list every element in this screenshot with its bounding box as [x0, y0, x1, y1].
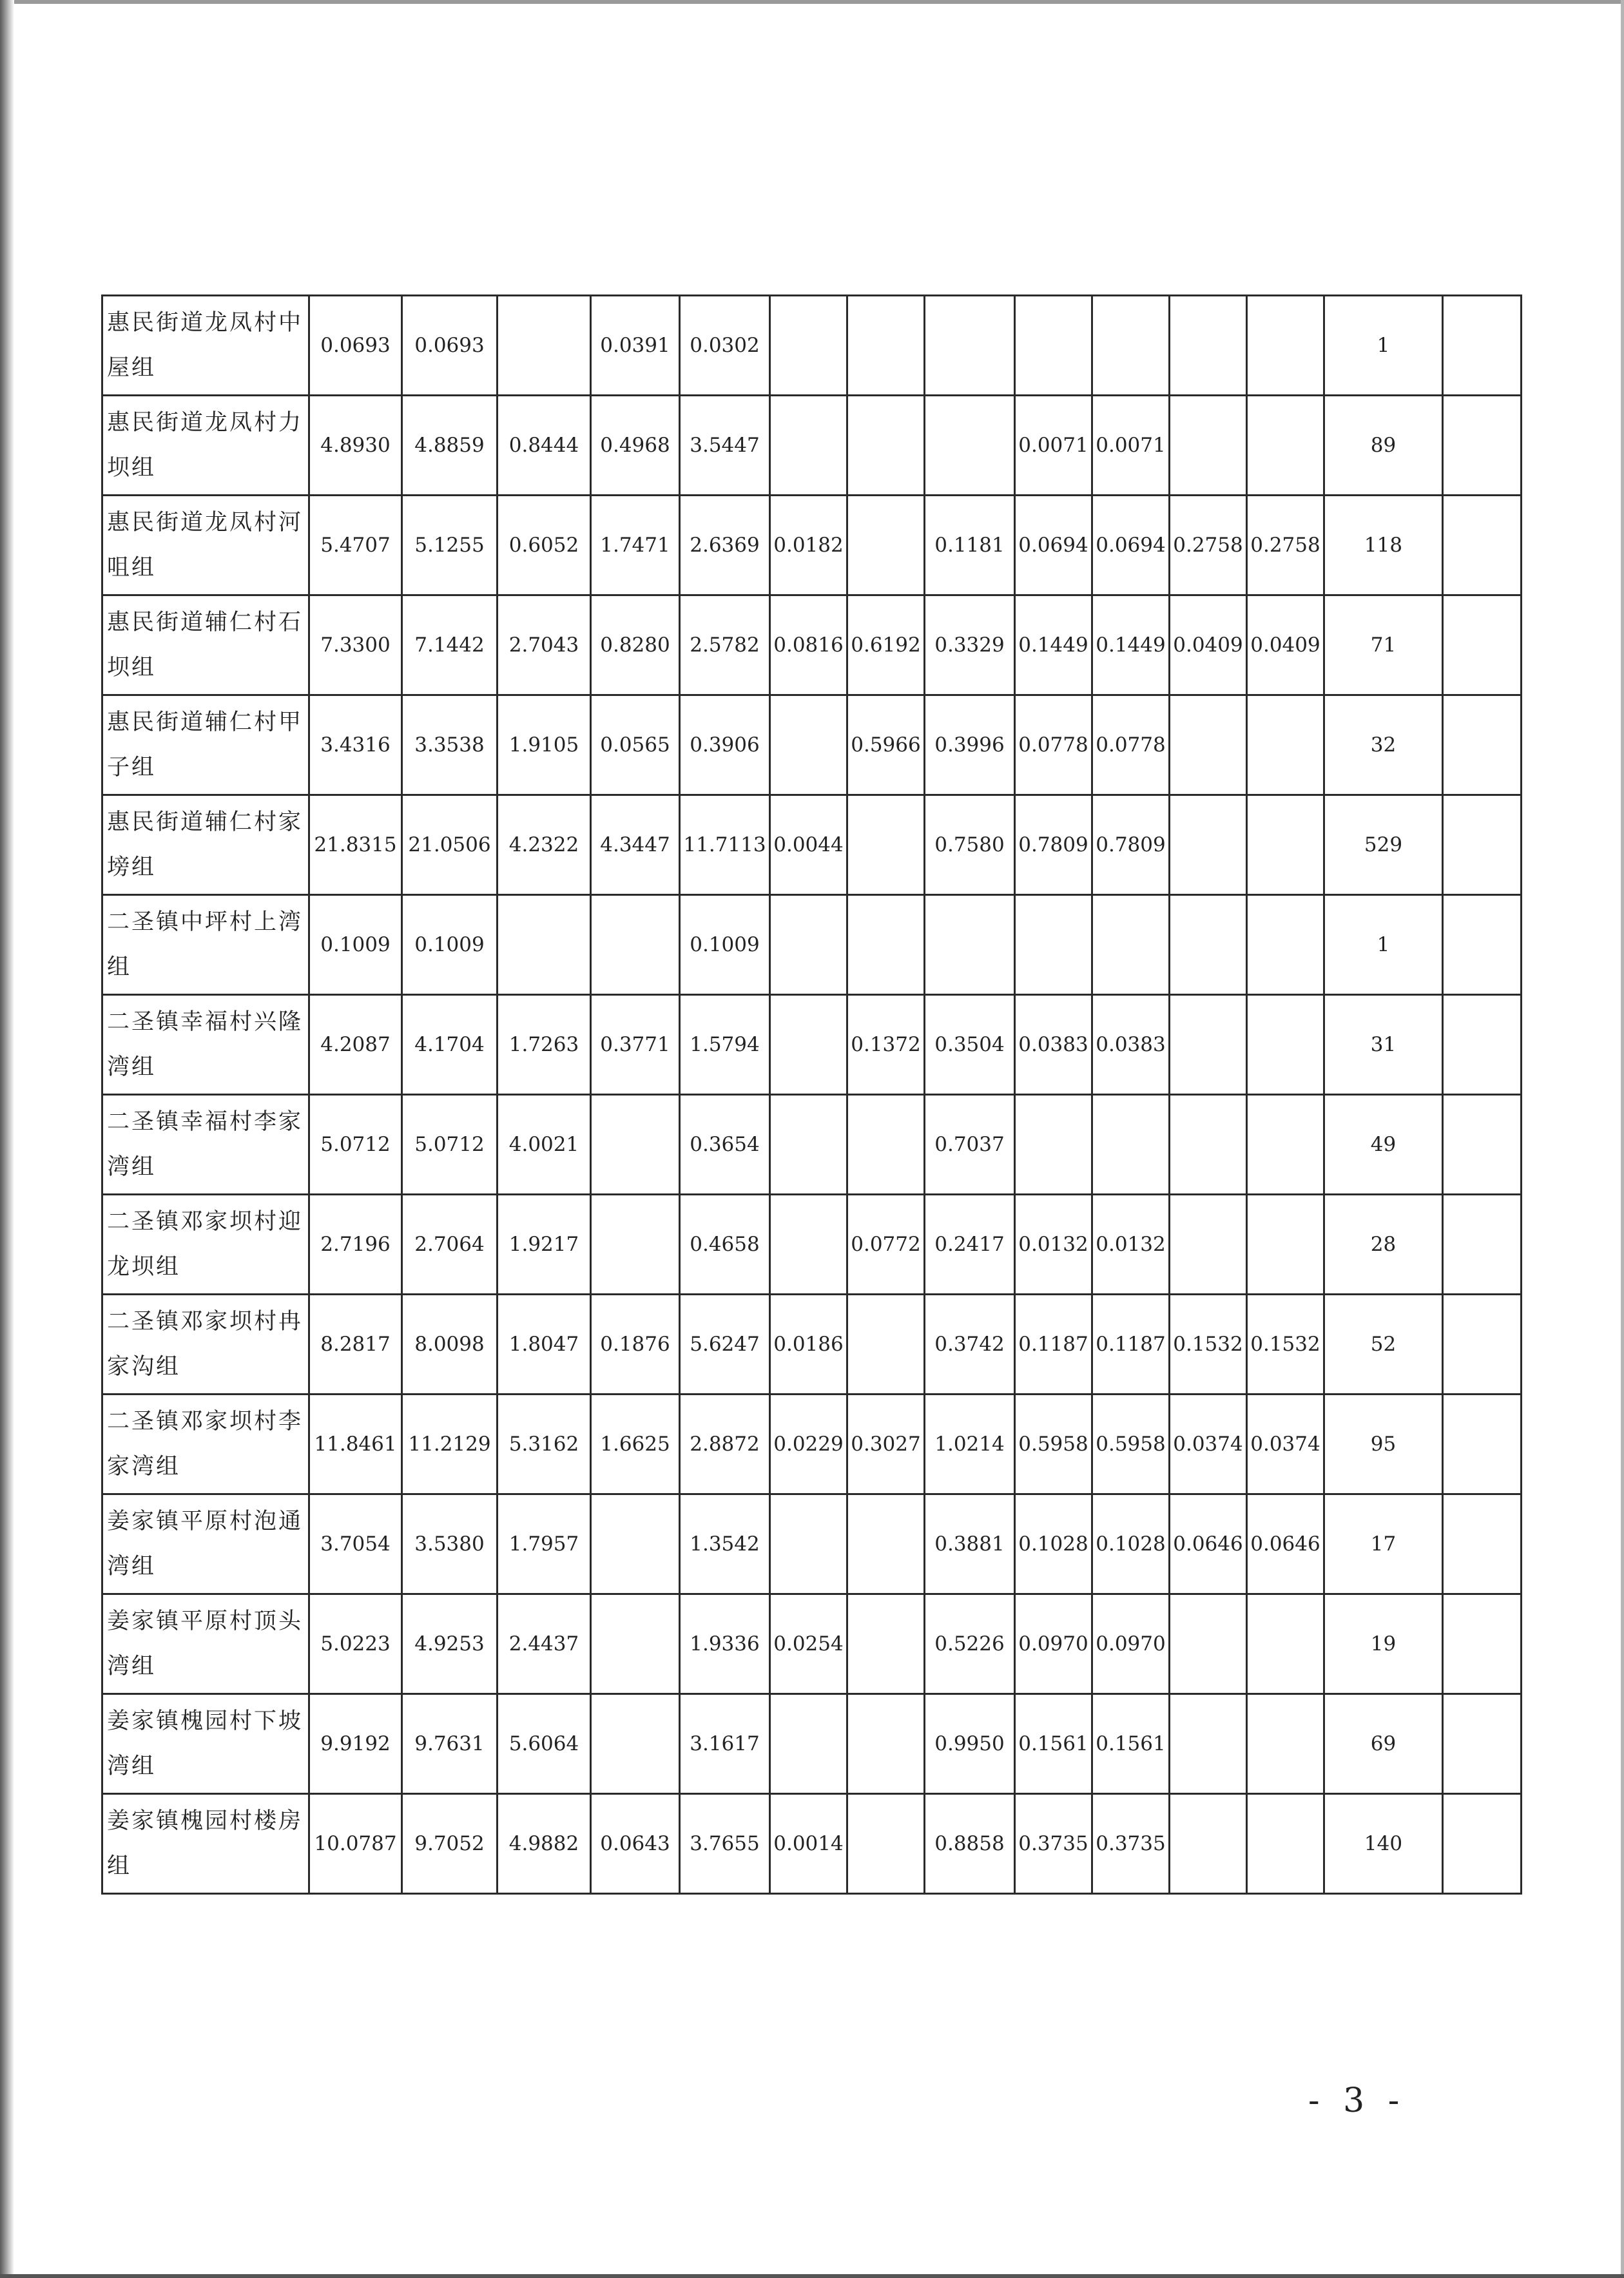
value-cell [1443, 895, 1522, 995]
value-cell [498, 895, 591, 995]
value-cell [770, 1195, 847, 1295]
value-cell: 4.8930 [309, 396, 402, 496]
value-cell: 0.0391 [591, 296, 680, 396]
value-cell [1015, 895, 1092, 995]
value-cell: 1.6625 [591, 1395, 680, 1494]
value-cell: 0.4968 [591, 396, 680, 496]
count-cell: 52 [1324, 1295, 1443, 1395]
value-cell: 2.5782 [680, 595, 770, 695]
value-cell [847, 1095, 925, 1195]
value-cell: 0.0693 [402, 296, 498, 396]
value-cell: 0.7809 [1092, 795, 1170, 895]
value-cell [1015, 296, 1092, 396]
scan-edge-top [0, 0, 1624, 4]
value-cell: 2.7196 [309, 1195, 402, 1295]
value-cell: 2.7064 [402, 1195, 498, 1295]
value-cell [925, 296, 1015, 396]
scan-edge-right [1621, 0, 1624, 2278]
value-cell [498, 296, 591, 396]
count-cell: 140 [1324, 1794, 1443, 1894]
value-cell: 5.0712 [309, 1095, 402, 1195]
value-cell [1443, 1395, 1522, 1494]
value-cell [1443, 1195, 1522, 1295]
value-cell [1247, 995, 1324, 1095]
value-cell [847, 1694, 925, 1794]
value-cell: 0.8280 [591, 595, 680, 695]
value-cell: 0.1449 [1092, 595, 1170, 695]
value-cell: 5.3162 [498, 1395, 591, 1494]
value-cell: 0.0970 [1015, 1594, 1092, 1694]
value-cell: 0.0071 [1092, 396, 1170, 496]
value-cell: 0.1187 [1092, 1295, 1170, 1395]
value-cell: 0.0643 [591, 1794, 680, 1894]
value-cell [847, 1594, 925, 1694]
value-cell: 4.8859 [402, 396, 498, 496]
location-name-cell: 惠民街道龙凤村中屋组 [102, 296, 309, 396]
value-cell: 8.0098 [402, 1295, 498, 1395]
value-cell: 0.7809 [1015, 795, 1092, 895]
value-cell: 0.5966 [847, 695, 925, 795]
location-name-cell: 惠民街道龙凤村河咀组 [102, 496, 309, 595]
location-name-cell: 姜家镇平原村泡通湾组 [102, 1494, 309, 1594]
value-cell [1443, 595, 1522, 695]
value-cell: 0.0694 [1092, 496, 1170, 595]
table-row [102, 895, 1522, 995]
value-cell: 0.0694 [1015, 496, 1092, 595]
value-cell: 21.0506 [402, 795, 498, 895]
value-cell: 0.5958 [1092, 1395, 1170, 1494]
value-cell: 0.1187 [1015, 1295, 1092, 1395]
table-row [102, 1095, 1522, 1195]
value-cell [1247, 1794, 1324, 1894]
value-cell [770, 1694, 847, 1794]
value-cell: 0.9950 [925, 1694, 1015, 1794]
value-cell: 11.7113 [680, 795, 770, 895]
value-cell [1443, 1794, 1522, 1894]
value-cell: 3.3538 [402, 695, 498, 795]
value-cell: 11.2129 [402, 1395, 498, 1494]
value-cell [591, 1594, 680, 1694]
value-cell: 0.0778 [1092, 695, 1170, 795]
value-cell [847, 296, 925, 396]
value-cell [1247, 895, 1324, 995]
value-cell: 3.1617 [680, 1694, 770, 1794]
value-cell [1443, 1095, 1522, 1195]
value-cell [1443, 296, 1522, 396]
value-cell [1247, 296, 1324, 396]
value-cell [1247, 795, 1324, 895]
value-cell: 1.9217 [498, 1195, 591, 1295]
count-cell: 69 [1324, 1694, 1443, 1794]
value-cell: 0.0132 [1092, 1195, 1170, 1295]
value-cell [770, 396, 847, 496]
location-name-cell: 二圣镇邓家坝村李家湾组 [102, 1395, 309, 1494]
value-cell: 0.1028 [1015, 1494, 1092, 1594]
page-number: - 3 - [1308, 2081, 1406, 2120]
value-cell: 1.5794 [680, 995, 770, 1095]
value-cell [1170, 296, 1247, 396]
value-cell: 0.0186 [770, 1295, 847, 1395]
value-cell [1170, 1694, 1247, 1794]
value-cell: 3.7655 [680, 1794, 770, 1894]
value-cell: 0.5958 [1015, 1395, 1092, 1494]
value-cell: 0.0014 [770, 1794, 847, 1894]
value-cell [591, 1694, 680, 1794]
value-cell: 0.0646 [1247, 1494, 1324, 1594]
value-cell: 10.0787 [309, 1794, 402, 1894]
value-cell [1247, 1095, 1324, 1195]
value-cell [1170, 396, 1247, 496]
value-cell: 0.1449 [1015, 595, 1092, 695]
value-cell: 0.3504 [925, 995, 1015, 1095]
value-cell [1443, 1494, 1522, 1594]
value-cell: 0.0182 [770, 496, 847, 595]
value-cell: 0.3771 [591, 995, 680, 1095]
value-cell: 0.3654 [680, 1095, 770, 1195]
value-cell: 5.4707 [309, 496, 402, 595]
value-cell: 0.0646 [1170, 1494, 1247, 1594]
table-row [102, 1395, 1522, 1494]
location-name-cell: 二圣镇邓家坝村冉家沟组 [102, 1295, 309, 1395]
location-name-cell: 惠民街道辅仁村甲子组 [102, 695, 309, 795]
value-cell [1247, 1694, 1324, 1794]
value-cell: 0.8858 [925, 1794, 1015, 1894]
count-cell: 118 [1324, 496, 1443, 595]
value-cell: 0.1876 [591, 1295, 680, 1395]
location-name-cell: 惠民街道辅仁村石坝组 [102, 595, 309, 695]
location-name-cell: 姜家镇槐园村下坡湾组 [102, 1694, 309, 1794]
value-cell [847, 396, 925, 496]
value-cell: 0.2758 [1247, 496, 1324, 595]
value-cell [591, 895, 680, 995]
location-name-cell: 惠民街道龙凤村力坝组 [102, 396, 309, 496]
value-cell [847, 496, 925, 595]
value-cell: 4.1704 [402, 995, 498, 1095]
value-cell: 1.9105 [498, 695, 591, 795]
value-cell [591, 1095, 680, 1195]
value-cell: 4.3447 [591, 795, 680, 895]
value-cell: 0.1181 [925, 496, 1015, 595]
value-cell: 0.1532 [1247, 1295, 1324, 1395]
table-body [102, 296, 1522, 1894]
value-cell: 4.2322 [498, 795, 591, 895]
value-cell: 0.4658 [680, 1195, 770, 1295]
location-name-cell: 二圣镇邓家坝村迎龙坝组 [102, 1195, 309, 1295]
value-cell [1443, 695, 1522, 795]
location-name-cell: 姜家镇槐园村楼房组 [102, 1794, 309, 1894]
value-cell [770, 296, 847, 396]
value-cell: 0.0816 [770, 595, 847, 695]
table-row [102, 1195, 1522, 1295]
value-cell: 5.0223 [309, 1594, 402, 1694]
value-cell: 4.9882 [498, 1794, 591, 1894]
location-name-cell: 二圣镇幸福村兴隆湾组 [102, 995, 309, 1095]
count-cell: 95 [1324, 1395, 1443, 1494]
value-cell: 5.0712 [402, 1095, 498, 1195]
value-cell [1247, 1594, 1324, 1694]
scan-edge-bottom [0, 2274, 1624, 2278]
value-cell: 1.7263 [498, 995, 591, 1095]
value-cell: 9.7631 [402, 1694, 498, 1794]
value-cell: 0.0374 [1247, 1395, 1324, 1494]
value-cell [591, 1494, 680, 1594]
value-cell: 0.0302 [680, 296, 770, 396]
value-cell: 0.7580 [925, 795, 1015, 895]
value-cell: 0.0409 [1170, 595, 1247, 695]
value-cell: 7.1442 [402, 595, 498, 695]
count-cell: 31 [1324, 995, 1443, 1095]
value-cell: 9.7052 [402, 1794, 498, 1894]
table-row [102, 795, 1522, 895]
count-cell: 89 [1324, 396, 1443, 496]
value-cell [1170, 1095, 1247, 1195]
value-cell [770, 695, 847, 795]
value-cell: 0.0132 [1015, 1195, 1092, 1295]
count-cell: 71 [1324, 595, 1443, 695]
value-cell: 0.3996 [925, 695, 1015, 795]
value-cell: 0.0970 [1092, 1594, 1170, 1694]
value-cell: 0.2758 [1170, 496, 1247, 595]
value-cell [1247, 695, 1324, 795]
value-cell: 0.3881 [925, 1494, 1015, 1594]
value-cell [770, 995, 847, 1095]
value-cell: 3.4316 [309, 695, 402, 795]
value-cell [1443, 1694, 1522, 1794]
count-cell: 1 [1324, 895, 1443, 995]
value-cell: 0.0693 [309, 296, 402, 396]
value-cell [1170, 1594, 1247, 1694]
value-cell: 0.1028 [1092, 1494, 1170, 1594]
value-cell: 0.7037 [925, 1095, 1015, 1195]
value-cell [925, 895, 1015, 995]
count-cell: 28 [1324, 1195, 1443, 1295]
value-cell: 2.8872 [680, 1395, 770, 1494]
location-name-cell: 二圣镇中坪村上湾组 [102, 895, 309, 995]
value-cell: 9.9192 [309, 1694, 402, 1794]
value-cell: 0.1372 [847, 995, 925, 1095]
value-cell: 2.4437 [498, 1594, 591, 1694]
value-cell: 0.2417 [925, 1195, 1015, 1295]
value-cell [1443, 1594, 1522, 1694]
value-cell: 1.3542 [680, 1494, 770, 1594]
value-cell [1092, 296, 1170, 396]
location-name-cell: 惠民街道辅仁村家塝组 [102, 795, 309, 895]
value-cell [847, 1794, 925, 1894]
value-cell: 0.0071 [1015, 396, 1092, 496]
value-cell [1170, 1195, 1247, 1295]
value-cell: 8.2817 [309, 1295, 402, 1395]
value-cell: 0.1561 [1015, 1694, 1092, 1794]
value-cell: 0.0254 [770, 1594, 847, 1694]
value-cell: 11.8461 [309, 1395, 402, 1494]
value-cell: 4.9253 [402, 1594, 498, 1694]
value-cell [847, 895, 925, 995]
value-cell: 1.8047 [498, 1295, 591, 1395]
value-cell: 21.8315 [309, 795, 402, 895]
table-row [102, 1694, 1522, 1794]
value-cell: 2.7043 [498, 595, 591, 695]
value-cell: 0.3742 [925, 1295, 1015, 1395]
land-data-table [101, 294, 1522, 1895]
value-cell: 1.0214 [925, 1395, 1015, 1494]
count-cell: 19 [1324, 1594, 1443, 1694]
value-cell: 0.3027 [847, 1395, 925, 1494]
value-cell [1170, 1794, 1247, 1894]
count-cell: 49 [1324, 1095, 1443, 1195]
value-cell: 0.0383 [1092, 995, 1170, 1095]
value-cell: 0.1009 [309, 895, 402, 995]
table-row [102, 695, 1522, 795]
value-cell: 0.1009 [402, 895, 498, 995]
value-cell: 1.7471 [591, 496, 680, 595]
value-cell [1170, 695, 1247, 795]
table-row [102, 1494, 1522, 1594]
table-row [102, 995, 1522, 1095]
value-cell [1443, 795, 1522, 895]
value-cell: 1.7957 [498, 1494, 591, 1594]
value-cell [1443, 1295, 1522, 1395]
value-cell: 0.0565 [591, 695, 680, 795]
value-cell [1443, 496, 1522, 595]
value-cell: 0.3329 [925, 595, 1015, 695]
value-cell: 0.0229 [770, 1395, 847, 1494]
table-row [102, 595, 1522, 695]
value-cell [1443, 995, 1522, 1095]
value-cell: 0.1009 [680, 895, 770, 995]
value-cell [1247, 1195, 1324, 1295]
value-cell [1170, 995, 1247, 1095]
value-cell [1443, 396, 1522, 496]
value-cell: 0.0044 [770, 795, 847, 895]
value-cell: 0.6192 [847, 595, 925, 695]
value-cell [1247, 396, 1324, 496]
value-cell: 5.1255 [402, 496, 498, 595]
count-cell: 1 [1324, 296, 1443, 396]
value-cell [1170, 895, 1247, 995]
value-cell: 7.3300 [309, 595, 402, 695]
table-row [102, 296, 1522, 396]
value-cell [591, 1195, 680, 1295]
value-cell: 3.5447 [680, 396, 770, 496]
value-cell: 5.6247 [680, 1295, 770, 1395]
value-cell [847, 1494, 925, 1594]
value-cell: 0.0772 [847, 1195, 925, 1295]
count-cell: 17 [1324, 1494, 1443, 1594]
value-cell [847, 1295, 925, 1395]
value-cell [847, 795, 925, 895]
value-cell [1092, 895, 1170, 995]
value-cell [770, 895, 847, 995]
table-row [102, 1594, 1522, 1694]
value-cell [1015, 1095, 1092, 1195]
scan-edge-left [0, 0, 14, 2278]
table-row [102, 1295, 1522, 1395]
value-cell: 3.7054 [309, 1494, 402, 1594]
value-cell: 0.6052 [498, 496, 591, 595]
value-cell: 0.5226 [925, 1594, 1015, 1694]
value-cell: 4.0021 [498, 1095, 591, 1195]
count-cell: 32 [1324, 695, 1443, 795]
value-cell [1170, 795, 1247, 895]
location-name-cell: 二圣镇幸福村李家湾组 [102, 1095, 309, 1195]
value-cell: 0.1561 [1092, 1694, 1170, 1794]
value-cell: 0.1532 [1170, 1295, 1247, 1395]
value-cell: 2.6369 [680, 496, 770, 595]
value-cell: 0.3906 [680, 695, 770, 795]
value-cell [1092, 1095, 1170, 1195]
value-cell: 0.0778 [1015, 695, 1092, 795]
table-row [102, 496, 1522, 595]
value-cell: 0.0374 [1170, 1395, 1247, 1494]
value-cell [925, 396, 1015, 496]
value-cell: 0.8444 [498, 396, 591, 496]
value-cell: 0.0409 [1247, 595, 1324, 695]
value-cell [770, 1494, 847, 1594]
value-cell: 1.9336 [680, 1594, 770, 1694]
value-cell: 0.3735 [1015, 1794, 1092, 1894]
value-cell [770, 1095, 847, 1195]
value-cell: 5.6064 [498, 1694, 591, 1794]
value-cell: 0.3735 [1092, 1794, 1170, 1894]
table-row [102, 396, 1522, 496]
value-cell: 3.5380 [402, 1494, 498, 1594]
table-row [102, 1794, 1522, 1894]
value-cell: 0.0383 [1015, 995, 1092, 1095]
value-cell: 4.2087 [309, 995, 402, 1095]
count-cell: 529 [1324, 795, 1443, 895]
location-name-cell: 姜家镇平原村顶头湾组 [102, 1594, 309, 1694]
